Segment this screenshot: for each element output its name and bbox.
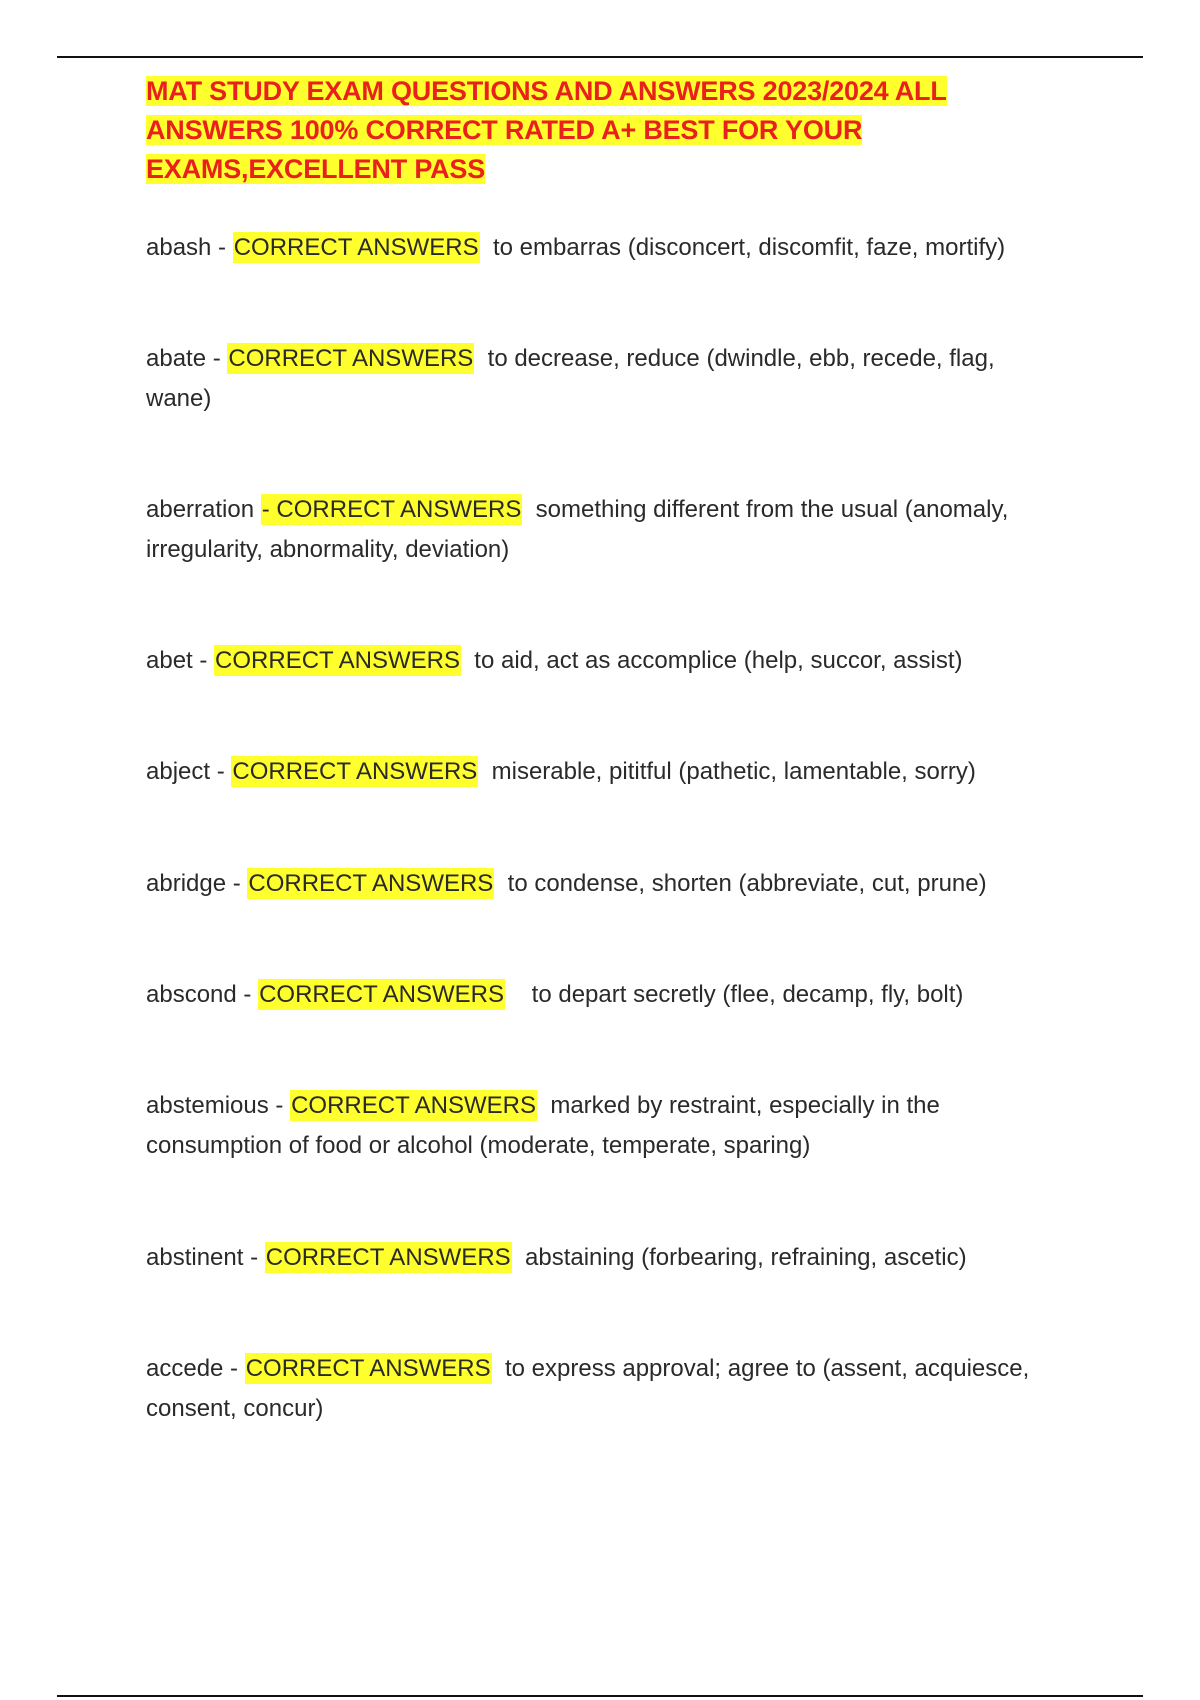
separator: - [211, 234, 233, 261]
answer-label: CORRECT ANSWERS [245, 1355, 491, 1382]
title-line-2: ANSWERS 100% CORRECT RATED A+ BEST FOR YOUR [146, 115, 863, 145]
list-item [146, 1349, 1066, 1429]
list-item [146, 864, 1066, 904]
bottom-rule [57, 1695, 1143, 1697]
term: accede [146, 1355, 224, 1382]
separator: - [236, 981, 259, 1008]
answer-label: CORRECT ANSWERS [265, 1244, 511, 1271]
answer-label: CORRECT ANSWERS [248, 870, 494, 897]
answer-label: CORRECT ANSWERS [233, 234, 479, 261]
answer-label: - CORRECT ANSWERS [261, 496, 522, 523]
term: aberration [146, 496, 255, 523]
answer-label: CORRECT ANSWERS [232, 758, 478, 785]
separator: - [206, 345, 228, 372]
answer-label: CORRECT ANSWERS [215, 647, 460, 674]
document-header [146, 72, 1066, 189]
term: abridge [146, 870, 227, 897]
definition: marked by restraint, especially in the consumption of food or alcohol (moderate, temperate, sparing) [146, 1092, 947, 1159]
separator: - [210, 758, 232, 785]
term: abstemious [146, 1092, 269, 1119]
top-rule [57, 56, 1143, 58]
separator: - [192, 647, 215, 674]
list-item [146, 1238, 1066, 1278]
list-item [146, 641, 1066, 681]
list-item [146, 339, 1066, 419]
list-item [146, 228, 1066, 268]
definition: abstaining (forbearing, refraining, ascetic) [511, 1244, 967, 1271]
term: abet [146, 647, 193, 674]
list-item [146, 490, 1066, 570]
term: abstinent [146, 1244, 244, 1271]
term: abject [146, 758, 211, 785]
title-line-3: EXAMS,EXCELLENT PASS [146, 154, 486, 184]
list-item [146, 752, 1066, 792]
definition: to depart secretly (flee, decamp, fly, bolt) [505, 981, 964, 1008]
term: abash [146, 234, 212, 261]
definition: something different from the usual (anomaly, irregularity, abnormality, deviation) [146, 496, 1016, 563]
definition: to condense, shorten (abbreviate, cut, prune) [494, 870, 987, 897]
separator: - [226, 870, 248, 897]
definition: to embarras (disconcert, discomfit, faze, mortify) [479, 234, 1006, 261]
term: abscond [146, 981, 237, 1008]
definition: miserable, pititful (pathetic, lamentable, sorry) [478, 758, 976, 785]
document-title [146, 72, 1066, 189]
separator: - [243, 1244, 265, 1271]
answer-label: CORRECT ANSWERS [228, 345, 474, 372]
list-item [146, 975, 1066, 1015]
definition: to decrease, reduce (dwindle, ebb, recede, flag, wane) [146, 345, 1002, 412]
title-line-1: MAT STUDY EXAM QUESTIONS AND ANSWERS 2023/2024 ALL [146, 76, 947, 106]
list-item [146, 1086, 1066, 1166]
separator [254, 496, 261, 523]
separator: - [268, 1092, 291, 1119]
answer-label: CORRECT ANSWERS [259, 981, 504, 1008]
term: abate [146, 345, 207, 372]
answer-label: CORRECT ANSWERS [291, 1092, 536, 1119]
definition: to express approval; agree to (assent, acquiesce, consent, concur) [146, 1355, 1036, 1422]
definition: to aid, act as accomplice (help, succor, assist) [460, 647, 963, 674]
separator: - [223, 1355, 245, 1382]
